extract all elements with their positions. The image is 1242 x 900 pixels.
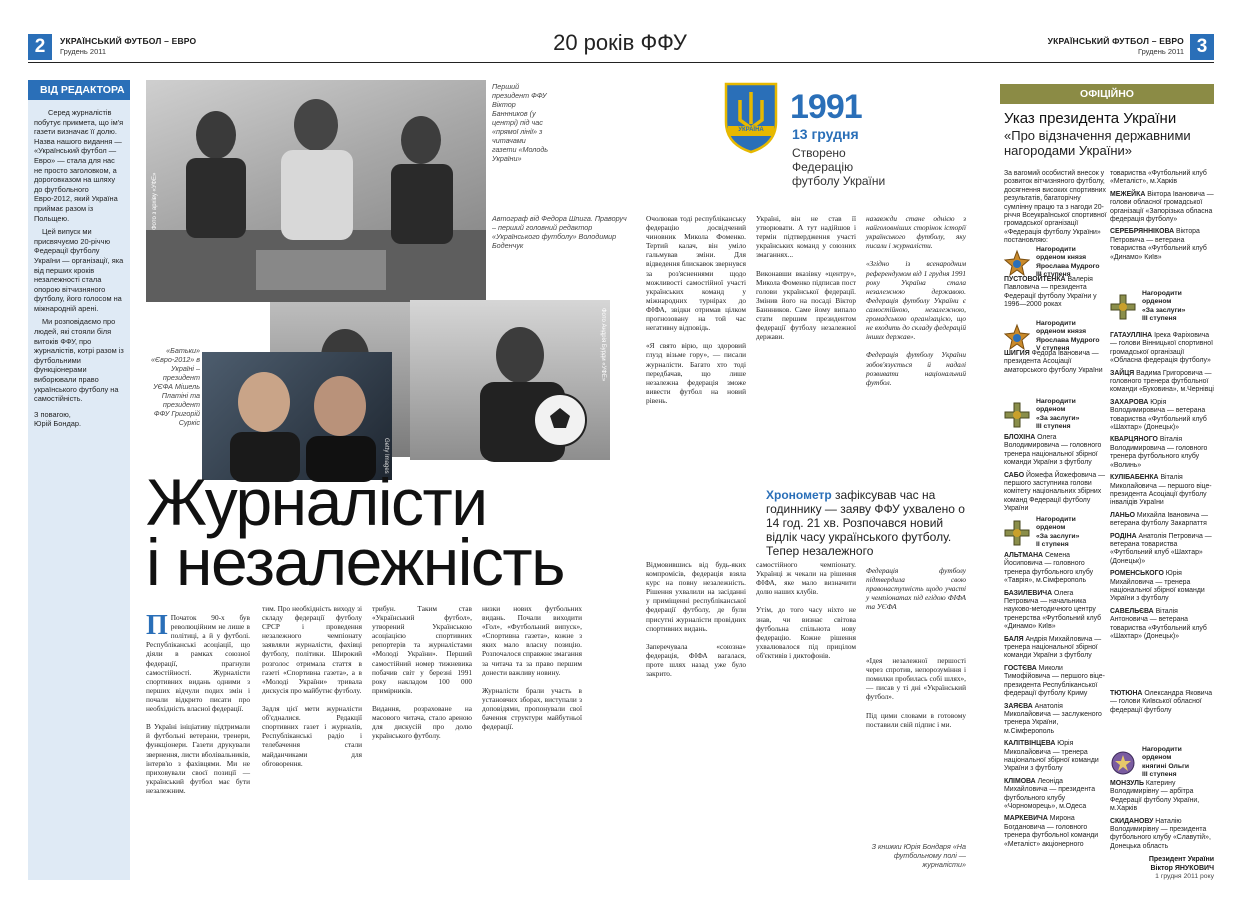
recipient [1004, 350, 1108, 375]
award-label: Нагородити орденом князя Ярослава Мудрого III ступеня [1036, 246, 1100, 278]
article-column: «Ідея незалежної першості через спротив, непорозуміння і помилки пробилась собі шлях», — писав у ті дні «Український футбол». Під цими словами в готовому поставили свій підпис і ми. [866, 656, 966, 729]
recipient-list [1110, 332, 1214, 641]
award-label: Нагородити орденом княгині Ольги III ступеня [1142, 746, 1190, 778]
drop-cap: П [146, 610, 168, 642]
trident-shield-icon [722, 82, 780, 154]
article-column: тим. Про необхідність виходу зі складу федерації футболу СРСР і проведення незалежного чемпіонату заявляли журналісти, фахівці футболу, політики. Широкий розголос отримала стаття в газеті «Спортивна газета», а в «Молоді України» тривала дискусія про майбутнє футболу. Задля цієї мети журналісти об'єдналися. Редакції спортивних газет і журналів, Республіканські радіо і телебачення стали майданчиками для обговорення. [262, 604, 362, 768]
order-medal-icon [1004, 324, 1030, 350]
sign-date: 1 грудня 2011 року [1155, 873, 1214, 881]
recipient-name: МОНЗУЛЬ [1110, 780, 1144, 787]
editor-paragraph: Серед журналістів побутує прикмета, що ім'я газети визначає її долю. Назва нашого видання — «Український футбол — Евро» — стала для нас не просто заголовком, а дороговказом на шляху до футбольного Евро-2012, який Україна приймає разом із Польщею. [34, 108, 124, 223]
chronometer-text: зафіксував час на годиннику — заяву ФФУ ухвалено о 14 год. 21 хв. Розпочався новий відлік часу українського футболу. Тепер незалежного [766, 488, 965, 558]
recipient-list [1004, 350, 1108, 375]
recipient-list [1004, 434, 1108, 514]
article-text: Початок 90-х був революційним не лише в політиці, а й у футболі. Республіканські асоціації, що діяли в рамках союзної федерації, прагнули самостійності. Журналісти спортивних видань одними з перших відчули подих змін і почали відкрито писати про необхідність власної федерації. В Україні ініціативу підтримали й футбольні ветерани, тренери, функціонери. Газети друкували звернення, листи вболівальників, інтерв'ю з фахівцями. Ми не приховували своєї позиції — український футбол має бути незалежним. [146, 613, 250, 795]
article-column: Очолював тоді республіканську федерацію досвідчений чиновник Микола Фоменко. Тертий калач, він уміло гальмував зміни. Для відведення блискавок звернувся за роз'ясненнями щодо можливості самостійної участі українських команд у міжнародних турнірах до ФІФА, звідки отримав цілком прогнозовану на той час негативну відповідь. «Я свято вірю, що здоровий глузд візьме гору», — писали журналісти. Багато хто тоді передбачав, що лише незалежна федерація зможе вивести футбол на новий рівень. [646, 214, 746, 405]
order-medal-icon [1004, 250, 1030, 276]
section-title: 20 років ФФУ [553, 30, 687, 55]
editor-heading: ВІД РЕДАКТОРА [28, 80, 130, 100]
order-star-icon [1110, 750, 1136, 776]
recipient-details: Валерія Павловича — президента Федерації футболу України у 1996—2000 роках [1004, 276, 1097, 309]
recipient-name: КУЛІБАБЕНКА [1110, 474, 1159, 482]
recipient [1004, 703, 1108, 737]
photo-credit: Фото з архіву «УФЕ» [152, 172, 158, 230]
recipient [1110, 533, 1214, 567]
recipient-details: Михайла Івановича — ветерана футболу Закарпаття [1110, 511, 1209, 528]
recipient-name: ГОСТЄВА [1004, 664, 1037, 672]
recipient-details: Анатолія Петровича — ветерана товариства «Футбольний клуб «Шахтар» (Донецьк)» [1110, 532, 1212, 565]
recipient-details: Мирона Богдановича — головного тренера футбольної команди «Металіст» акціонерного [1004, 815, 1099, 848]
recipient-details: Юрія Михайловича — тренера національної збірної команди України з футболу [1110, 570, 1205, 603]
recipient-details: Юрія Миколайовича — тренера національної збірної команди України з футболу [1004, 740, 1099, 773]
recipient-name: ШИГИЯ [1004, 350, 1030, 357]
page-number-right: 3 [1190, 34, 1214, 60]
logo-text: УКРАЇНА [738, 127, 764, 133]
recipient-details: Олега Петровича — начальника науково-методичного центру тренерства «Футбольний клуб «Динамо» Київ» [1004, 589, 1102, 631]
recipient-name: МАРКЕВИЧА [1004, 815, 1048, 823]
recipient-details: Йожефа Йожефовича — першого заступника голови комітету національних збірних команд Федерації футболу України [1004, 471, 1105, 513]
article-quote: Федерація футболу підтвердила свою правонаступність щодо участі у чемпіонатах під егідою ФІФА та УЄФА [866, 566, 966, 612]
decree-signature [1110, 856, 1214, 882]
recipient-name: КВАРЦЯНОГО [1110, 436, 1158, 444]
recipient-name: РОДІНА [1110, 532, 1137, 540]
recipient [1004, 815, 1108, 849]
recipient [1110, 570, 1214, 604]
award-entry [1004, 398, 1079, 431]
recipient-details: Віктора Івановича — голови обласної громадської організації «Запорізька обласна федерація футболу» [1110, 190, 1214, 224]
recipient-details: товариства «Футбольний клуб «Металіст», м.Харків [1110, 170, 1207, 186]
paper-title-right: УКРАЇНСЬКИЙ ФУТБОЛ – ЕВРО [1047, 36, 1184, 46]
award-entry [1110, 746, 1189, 779]
recipient [1004, 636, 1108, 661]
football-icon [410, 300, 610, 460]
editor-paragraph: Ми розповідаємо про людей, які стояли біля витоків ФФУ, про журналістів, котрі разом із футбольними функціонерами виборювали право українського футболу на самостійність. [34, 317, 124, 404]
recipient-details: Федора Івановича — президента Асоціації аматорського футболу України [1004, 350, 1103, 374]
recipient-name: САВЕЛЬЄВА [1110, 607, 1154, 615]
recipient-list [1004, 276, 1108, 310]
recipient-name: МЕЖЕЙКА [1110, 190, 1146, 198]
recipient-name: ЗАХАРОВА [1110, 398, 1149, 406]
recipient-name: РОМЕНСЬКОГО [1110, 570, 1164, 578]
recipient [1004, 434, 1108, 468]
article-column: назавжди стане однією з найголовніших сторінок історії українського футболу, яку писали і журналісти. «Згідно із всенародним референдумом від 1 грудня 1991 року Україна стала незалежною державою. Федерація футболу України є самостійною, незалежною, громадською організацією, що не входить до складу федерацій інших держав». Федерація футболу України зобов'язується й надалі розвивати національний футбол. [866, 214, 966, 387]
award-entry [1004, 320, 1100, 353]
recipient-name: БАЗИЛЕВИЧА [1004, 589, 1053, 597]
recipient-name: ЗАЙЦЯ [1110, 369, 1135, 377]
recipient-details: Андрія Михайловича — тренера національної збірної команди України з футболу [1004, 635, 1102, 660]
recipient [1004, 276, 1108, 310]
article-column: Україні, він не став її утворювати. А тут надійшов і термін підтвердження участі українських команд у союзних змаганнях... Виконавши вказівку «центру», Микола Фоменко підписав пост голови української федерації. Змінив його на посаді Віктор Баннников. Саме йому випало стати першим президентом федерації футболу незалежної держави. [756, 214, 856, 342]
recipient-name: КЛІМОВА [1004, 777, 1036, 785]
photo-credit: Фото Андрія Бурди «УФЕ» [600, 308, 606, 382]
article-column: трибун. Таким став «Український футбол», утворений Українською асоціацією спортивних репортерів та журналістами «Молоді України». Перший самостійний номер тижневика побачив світ у березні 1991 року накладом 100 000 примірників. Видання, розраховане на масового читача, стало ареною для дискусій про долю українського футболу. [372, 604, 472, 741]
archive-photo-ball [410, 300, 610, 460]
recipient-details: Віталія Миколайовича — першого віце-президента Асоціації футболу інвалідів України [1110, 474, 1212, 507]
sign-title: Президент України [1148, 856, 1214, 863]
award-entry [1110, 290, 1185, 323]
article-column: низки нових футбольних видань. Почали виходити «Гол», «Футбольний випуск», «Спортивна газета», кожне з яких мало власну позицію. Розпочалося справжнє змагання за читача та за право першим донести важливу новину. Журналісти брали участь в установчих зборах, виступали з доповідями, пропонували свої бачення структури майбутньої федерації. [482, 604, 582, 732]
recipient-name: ТЮТЮНА [1110, 690, 1143, 697]
recipient-details: Вадима Григоровича — головного тренера футбольної команди «Буковина», м.Чернівці [1110, 369, 1214, 394]
sign-name: Віктор ЯНУКОВИЧ [1150, 864, 1214, 872]
recipient-name: ПУСТОВОЙТЕНКА [1004, 276, 1066, 283]
recipient-details: Леоніда Михайловича — президента футбольного клубу «Чорноморець», м.Одеса [1004, 777, 1096, 810]
recipient [1004, 552, 1108, 586]
recipient [1110, 399, 1214, 433]
official-heading: ОФІЦІЙНО [1000, 84, 1214, 104]
award-label: Нагородити орденом князя Ярослава Мудрого V ступеня [1036, 320, 1100, 352]
date-left: Грудень 2011 [60, 47, 107, 56]
recipient [1004, 590, 1108, 632]
recipient [1110, 474, 1214, 508]
award-label: Нагородити орденом «За заслуги» III ступеня [1036, 398, 1080, 430]
recipient [1110, 332, 1214, 366]
badge-date: 13 грудня [792, 126, 859, 142]
paper-title-left: УКРАЇНСЬКИЙ ФУТБОЛ – ЕВРО [60, 36, 197, 46]
recipient-name: КАЛІТВІНЦЕВА [1004, 740, 1056, 748]
recipient-name: БАЛЯ [1004, 635, 1024, 643]
recipient [1110, 170, 1214, 187]
recipient [1110, 780, 1214, 814]
headline-line2: і незалежність [146, 525, 565, 599]
recipient-details: Катерину Володимирівну — арбітра Федерації футболу України, м.Харків [1110, 780, 1200, 813]
award-label: Нагородити орденом «За заслуги» III ступеня [1142, 290, 1186, 322]
recipient-name: ЗАЯЄВА [1004, 702, 1033, 710]
recipient-list [1110, 780, 1214, 851]
recipient-name: САБО [1004, 471, 1025, 479]
recipient-details: Наталію Володимирівну — президента футбольного клубу «Славутій», Донецька область [1110, 817, 1211, 850]
archive-photo-meeting [146, 80, 486, 302]
recipient-details: Олега Володимировича — головного тренера національної збірної команди України з футболу [1004, 434, 1102, 467]
recipient-list [1004, 552, 1108, 849]
award-label: Нагородити орденом «За заслуги» II ступеня [1036, 516, 1080, 548]
award-entry [1004, 246, 1100, 279]
editor-paragraph: Цей випуск ми присвячуємо 20-річчю Федерації футболу України — організації, яка від перших кроків незалежності стала опорою вітчизняного футболу, його голосом на міжнародній арені. [34, 227, 124, 313]
date-right: Грудень 2011 [1137, 47, 1184, 56]
recipient-details: Юрія Володимировича — ветерана товариства «Футбольний клуб «Шахтар» (Донецьк)» [1110, 398, 1207, 432]
recipient-name: СЕРЕБРЯННІКОВА [1110, 228, 1175, 236]
recipient [1004, 472, 1108, 514]
recipient [1004, 740, 1108, 774]
recipient-details: Ірека Фаріховича — голови Вінницької спортивної громадської організації «Обласна федерація футболу» [1110, 332, 1213, 365]
recipient [1110, 608, 1214, 642]
recipient [1110, 436, 1214, 470]
recipient-name: СКИДАНОВУ [1110, 817, 1154, 825]
page-number-left: 2 [28, 34, 52, 60]
recipient-list [1110, 170, 1214, 262]
recipient [1110, 512, 1214, 529]
headline-line1: Журналісти [146, 465, 487, 539]
badge-year: 1991 [790, 88, 862, 126]
order-cross-icon [1110, 294, 1136, 320]
photo-caption-platini: «Батьки» «Євро-2012» в Україні – президент УЄФА Мішель Платіні та президент ФФУ Григорій Суркіс [151, 346, 200, 427]
recipient [1110, 228, 1214, 262]
recipient-details: Віталія Володимировича — головного тренера футбольного клубу «Волинь» [1110, 436, 1208, 469]
meeting-figures [146, 80, 486, 302]
recipient-list [1110, 690, 1214, 715]
recipient-details: Анатолія Миколайовича — заслуженого тренера України, м.Сімферополь [1004, 702, 1102, 735]
recipient [1004, 665, 1108, 699]
decree-subtitle: «Про відзначення державними нагородами України» [1004, 128, 1191, 158]
recipient [1004, 778, 1108, 812]
recipient [1110, 818, 1214, 852]
chronometer-block [766, 488, 966, 558]
recipient-name: ГАТАУЛЛІНА [1110, 332, 1153, 339]
recipient-name: ЛАНЬО [1110, 511, 1136, 519]
recipient-details: Олександра Яковича — голови Київської обласної федерації футболу [1110, 690, 1213, 714]
order-cross-icon [1004, 402, 1030, 428]
photo-platini-surkis [202, 352, 392, 480]
recipient [1110, 690, 1214, 715]
photo-caption-top: Перший президент ФФУ Віктор Баннников (у центрі) під час «прямої лінії» з читачами газети «Молодь України» [492, 82, 549, 163]
chronometer-lead: Хронометр [766, 488, 832, 502]
editor-signoff: З повагою, Юрій Бондар. [34, 409, 82, 429]
recipient-name: АЛЬТМАНА [1004, 552, 1044, 559]
recipient [1110, 191, 1214, 225]
recipient-details: Віктора Петровича — ветерана товариства «Футбольний клуб «Динамо» Київ» [1110, 228, 1207, 261]
header-rule [28, 62, 1214, 63]
article-column [146, 604, 250, 884]
order-cross-icon [1004, 520, 1030, 546]
recipient-name: БЛОХІНА [1004, 434, 1036, 441]
decree-intro: За вагомий особистий внесок у розвиток вітчизняного футболу, досягнення високих спортивних результатів, багаторічну сумлінну працю та з нагоди 20-річчя Всеукраїнської спортивної громадської організації «Федерація футболу України» постановляю: [1004, 170, 1107, 245]
article-column: самостійного чемпіонату. Українці ж чекали на рішення ФІФА, яке мало визначити долю наших клубів. Утім, до того часу ніхто не знав, чи визнає світова футбольна спільнота нову федерацію. Кожне рішення ухвалювалося під прицілом об'єктивів і диктофонів. [756, 560, 856, 660]
recipient-details: Віталія Антоновича — ветерана товариства «Футбольний клуб «Шахтар» (Донецьк)» [1110, 607, 1207, 640]
editor-panel [28, 80, 130, 880]
photo-credit: Getty Images [383, 438, 389, 474]
decree-title: Указ президента України [1004, 110, 1177, 127]
recipient-details: Семена Йосиповича — головного тренера футбольного клубу «Таврія», м.Сімферополь [1004, 552, 1094, 585]
book-reference: З книжки Юрія Бондаря «На футбольному полі — журналісти» [871, 842, 966, 869]
article-column: Відмовившись від будь-яких компромісів, федерація взяла курс на повну незалежність. Рішення ухвалили на засіданні у приміщенні республіканської федерації футболу, де були присутні журналісти провідних спортивних видань. Заперечувала «союзна» федерація, ФІФА вагалася, проте шлях назад уже було закрито. [646, 560, 746, 679]
recipient [1110, 370, 1214, 395]
ffu-logo [722, 82, 780, 154]
award-entry [1004, 516, 1079, 549]
photo-caption-mid: Автограф від Федора Шпига. Праворуч – перший головний редактор «Українського футболу» Володимир Боденчук [492, 214, 627, 250]
badge-desc: Створено Федерацію футболу України [792, 146, 886, 188]
recipient-details: Миколи Тимофійовича — першого віце-президента Республіканської федерації футболу Криму [1004, 664, 1105, 698]
